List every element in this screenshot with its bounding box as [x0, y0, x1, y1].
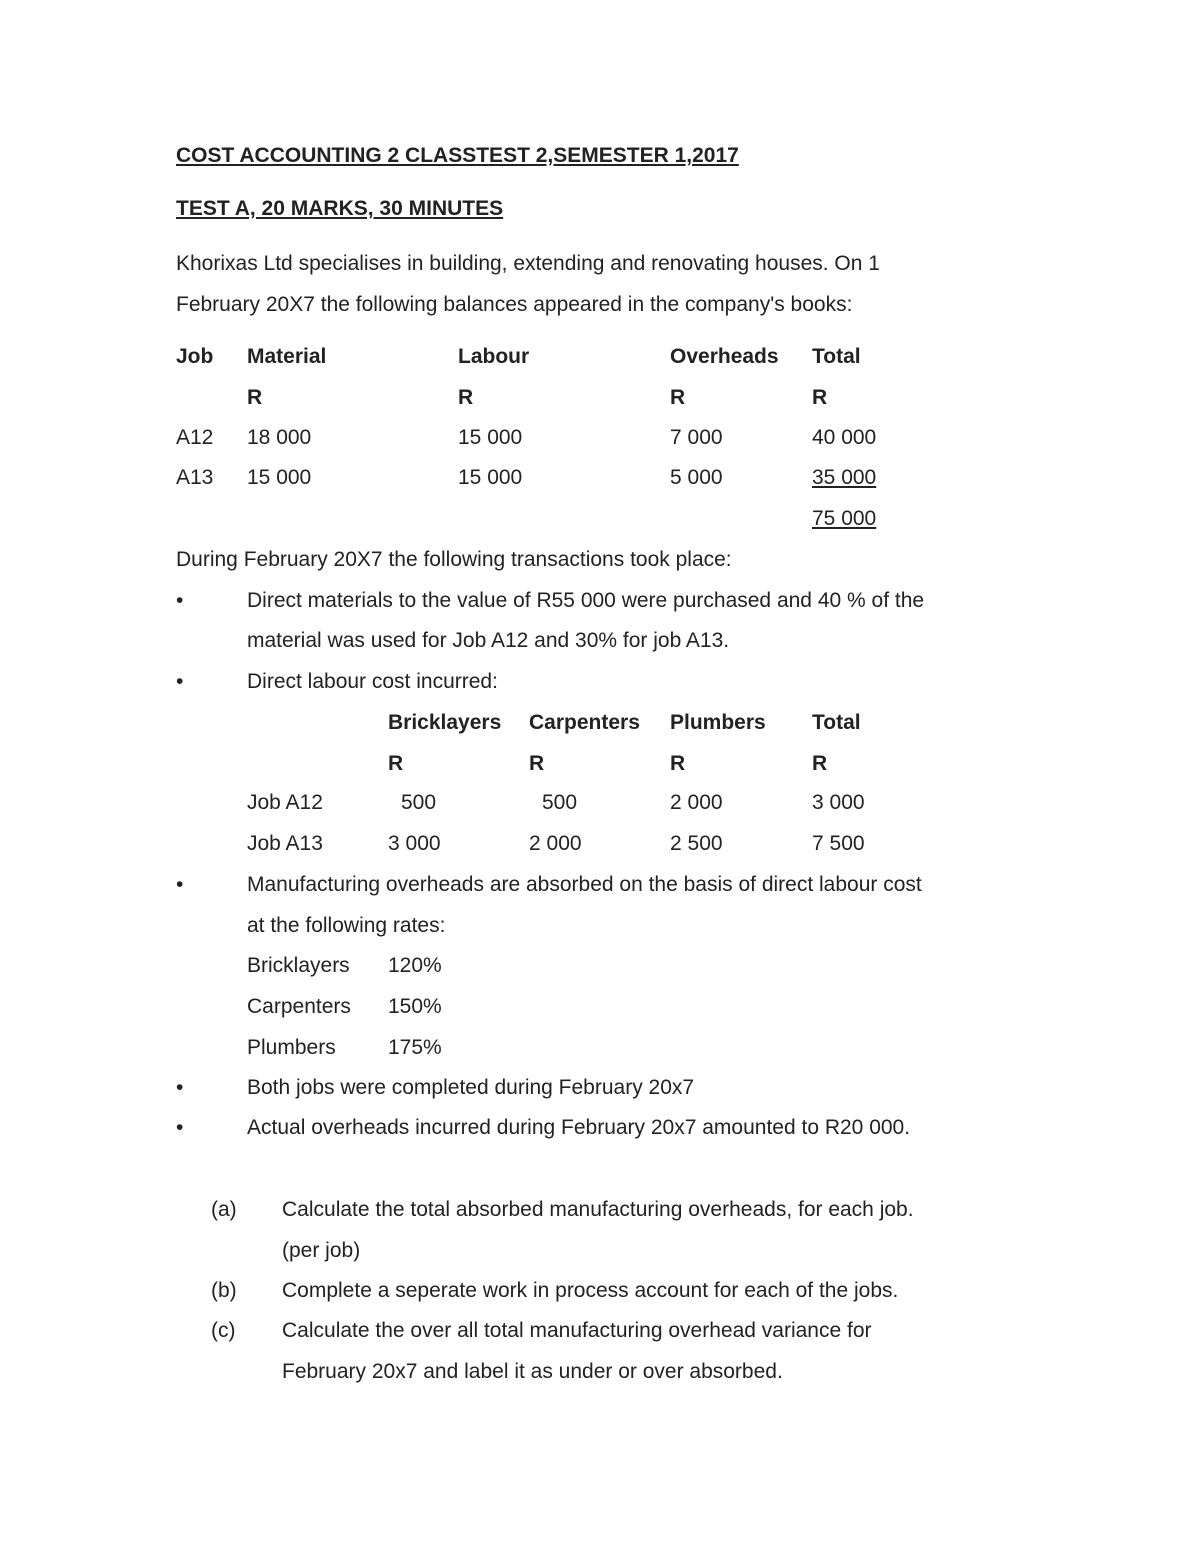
labour-unit-carpenters: R	[529, 752, 545, 775]
rate-name-plumbers: Plumbers	[247, 1036, 336, 1059]
balances-row-a13-labour: 15 000	[458, 466, 523, 489]
balances-header-material: Material	[247, 345, 327, 368]
balances-unit-labour: R	[458, 386, 474, 409]
question-a-line-1: Calculate the total absorbed manufacturing overheads, for each job.	[282, 1198, 914, 1221]
labour-header-carpenters: Carpenters	[529, 711, 640, 734]
rate-value-carpenters: 150%	[388, 995, 442, 1018]
bullet-5-text: Actual overheads incurred during February 20x7 amounted to R20 000.	[247, 1116, 911, 1139]
bullet-4-symbol: •	[176, 1076, 184, 1099]
balances-unit-overheads: R	[670, 386, 686, 409]
labour-row-a12-plumbers: 2 000	[670, 791, 723, 814]
balances-grand-total: 75 000	[812, 507, 877, 530]
balances-row-a13-total: 35 000	[812, 466, 877, 489]
bullet-1-line-1: Direct materials to the value of R55 000 were purchased and 40 % of the	[247, 589, 925, 612]
balances-unit-total: R	[812, 386, 828, 409]
labour-row-a12-carpenters: 500	[542, 791, 578, 814]
balances-row-a12-total: 40 000	[812, 426, 877, 449]
page-title: COST ACCOUNTING 2 CLASSTEST 2,SEMESTER 1,2017	[176, 144, 739, 167]
question-c-line-1: Calculate the over all total manufacturing overhead variance for	[282, 1319, 872, 1342]
balances-row-a12-job: A12	[176, 426, 214, 449]
balances-row-a12-labour: 15 000	[458, 426, 523, 449]
labour-unit-plumbers: R	[670, 752, 686, 775]
balances-row-a13-job: A13	[176, 466, 214, 489]
bullet-3-line-1: Manufacturing overheads are absorbed on the basis of direct labour cost	[247, 873, 922, 896]
page-subtitle: TEST A, 20 MARKS, 30 MINUTES	[176, 197, 504, 220]
labour-row-a13-bricklayers: 3 000	[388, 832, 441, 855]
question-b-label: (b)	[211, 1279, 237, 1302]
question-c-label: (c)	[211, 1319, 236, 1342]
labour-row-a12-job: Job A12	[247, 791, 323, 814]
rate-value-bricklayers: 120%	[388, 954, 442, 977]
labour-row-a13-job: Job A13	[247, 832, 323, 855]
rate-name-bricklayers: Bricklayers	[247, 954, 350, 977]
question-c-line-2: February 20x7 and label it as under or over absorbed.	[282, 1360, 783, 1383]
balances-header-overheads: Overheads	[670, 345, 779, 368]
bullet-1-line-2: material was used for Job A12 and 30% for job A13.	[247, 629, 730, 652]
bullet-2-symbol: •	[176, 670, 184, 693]
balances-header-job: Job	[176, 345, 214, 368]
bullet-2-text: Direct labour cost incurred:	[247, 670, 498, 693]
labour-header-bricklayers: Bricklayers	[388, 711, 502, 734]
labour-unit-bricklayers: R	[388, 752, 404, 775]
labour-header-total: Total	[812, 711, 861, 734]
bullet-3-line-2: at the following rates:	[247, 914, 446, 937]
labour-row-a12-bricklayers: 500	[401, 791, 437, 814]
balances-row-a13-material: 15 000	[247, 466, 312, 489]
intro-text-line-2: February 20X7 the following balances appeared in the company's books:	[176, 293, 853, 316]
balances-row-a13-overheads: 5 000	[670, 466, 723, 489]
bullet-4-text: Both jobs were completed during February 20x7	[247, 1076, 695, 1099]
labour-row-a13-total: 7 500	[812, 832, 865, 855]
balances-row-a12-overheads: 7 000	[670, 426, 723, 449]
labour-unit-total: R	[812, 752, 828, 775]
question-a-label: (a)	[211, 1198, 237, 1221]
transactions-intro: During February 20X7 the following transactions took place:	[176, 548, 732, 571]
labour-row-a12-total: 3 000	[812, 791, 865, 814]
bullet-3-symbol: •	[176, 873, 184, 896]
rate-value-plumbers: 175%	[388, 1036, 442, 1059]
bullet-5-symbol: •	[176, 1116, 184, 1139]
balances-unit-material: R	[247, 386, 263, 409]
balances-header-total: Total	[812, 345, 861, 368]
bullet-1-symbol: •	[176, 589, 184, 612]
intro-text-line-1: Khorixas Ltd specialises in building, extending and renovating houses. On 1	[176, 252, 880, 275]
balances-row-a12-material: 18 000	[247, 426, 312, 449]
labour-row-a13-carpenters: 2 000	[529, 832, 582, 855]
question-b-line-1: Complete a seperate work in process account for each of the jobs.	[282, 1279, 899, 1302]
balances-header-labour: Labour	[458, 345, 530, 368]
labour-row-a13-plumbers: 2 500	[670, 832, 723, 855]
rate-name-carpenters: Carpenters	[247, 995, 351, 1018]
labour-header-plumbers: Plumbers	[670, 711, 766, 734]
question-a-line-2: (per job)	[282, 1239, 361, 1262]
